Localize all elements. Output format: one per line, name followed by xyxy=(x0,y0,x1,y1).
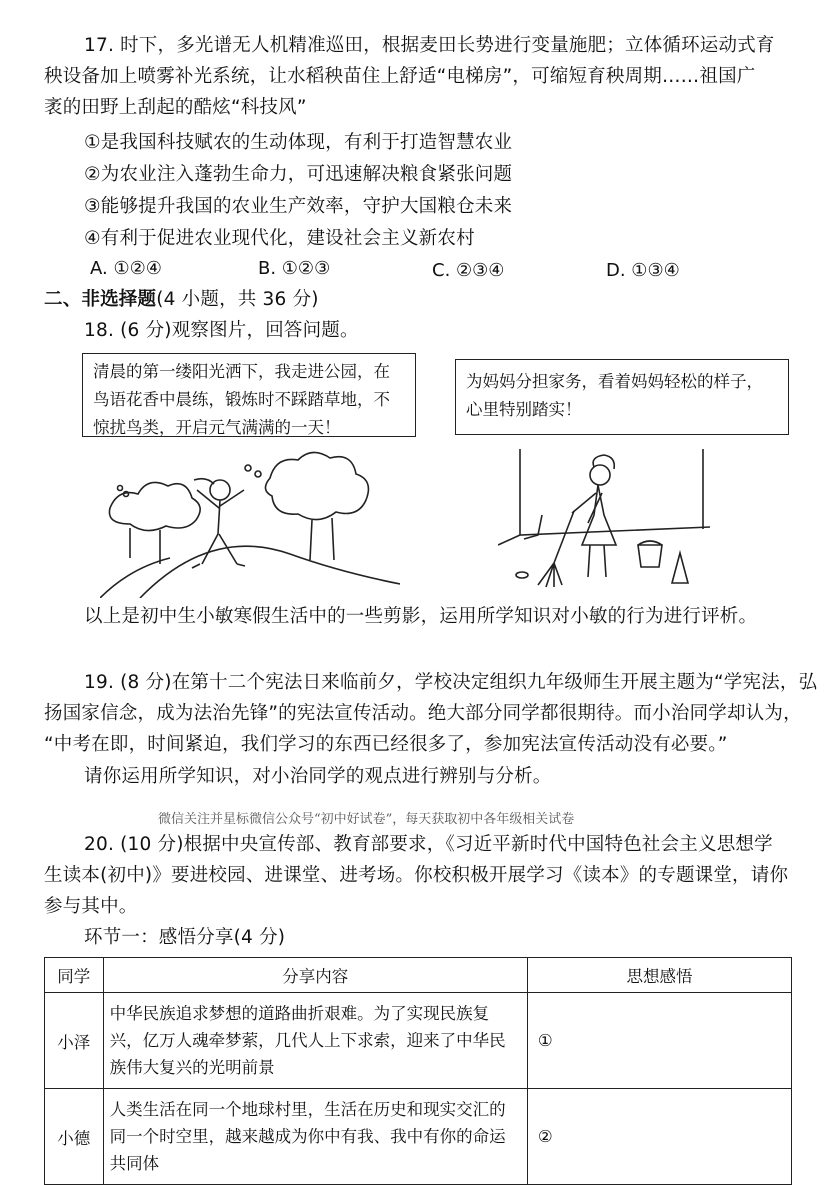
q17-line-2: 秧设备加上喷雾补光系统，让水稻秧苗住上舒适“电梯房”，可缩短育秧周期……祖国广 xyxy=(44,66,756,87)
q17-line-1: 17. 时下，多光谱无人机精准巡田，根据麦田长势进行变量施肥；立体循环运动式育 xyxy=(84,35,775,56)
row-content: 人类生活在同一个地球村里，生活在历史和现实交汇的同一个时空里，越来越成为你中有我、我中有你的命运共同体 xyxy=(103,1089,527,1185)
row-student-name: 小德 xyxy=(45,1089,104,1185)
q18-caption-box-1: 清晨的第一缕阳光洒下，我走进公园，在鸟语花香中晨练，锻炼时不踩踏草地，不惊扰鸟类，开启元气满满的一天！ xyxy=(82,353,416,437)
sharing-table xyxy=(44,957,792,1185)
q20-section-1: 环节一：感悟分享(4 分) xyxy=(84,927,286,948)
table-header-row xyxy=(45,958,792,993)
q17-option-c: C. ②③④ xyxy=(432,260,505,281)
header-thought: 思想感悟 xyxy=(527,958,791,993)
q18-stem: 18. (6 分)观察图片，回答问题。 xyxy=(84,320,359,341)
row-thought: ② xyxy=(527,1089,791,1185)
watermark-text: 微信关注并星标微信公众号“初中好试卷”，每天获取初中各年级相关试卷 xyxy=(158,812,575,827)
row-student-name: 小泽 xyxy=(45,993,104,1089)
q17-option-b: B. ①②③ xyxy=(258,258,331,279)
q20-line-2: 生读本(初中)》要进校园、进课堂、进考场。你校积极开展学习《读本》的专题课堂，请你 xyxy=(44,865,789,886)
section-note: (4 小题，共 36 分) xyxy=(156,289,319,310)
section-heading xyxy=(44,287,319,313)
row-thought: ① xyxy=(527,993,791,1089)
q18-question: 以上是初中生小敏寒假生活中的一些剪影，运用所学知识对小敏的行为进行评析。 xyxy=(84,606,758,627)
q17-line-3: 袤的田野上刮起的酷炫“科技风” xyxy=(44,97,307,118)
header-student: 同学 xyxy=(45,958,104,993)
q17-statement-1: ①是我国科技赋农的生动体现，有利于打造智慧农业 xyxy=(84,132,513,153)
q20-line-1: 20. (10 分)根据中央宣传部、教育部要求，《习近平新时代中国特色社会主义思想学 xyxy=(84,834,773,855)
morning-exercise-illustration xyxy=(100,448,400,598)
q19-line-2: 扬国家信念，成为法治先锋”的宪法宣传活动。绝大部分同学都很期待。而小治同学却认为， xyxy=(44,703,802,724)
housework-illustration xyxy=(498,445,718,595)
table-row xyxy=(45,1089,792,1185)
q17-option-d: D. ①③④ xyxy=(606,260,680,281)
q18-caption-box-2: 为妈妈分担家务，看着妈妈轻松的样子，心里特别踏实！ xyxy=(455,359,789,435)
section-title: 二、非选择题 xyxy=(44,289,157,310)
q17-statement-2: ②为农业注入蓬勃生命力，可迅速解决粮食紧张问题 xyxy=(84,164,513,185)
row-content: 中华民族追求梦想的道路曲折艰难。为了实现民族复兴，亿万人魂牵梦萦，几代人上下求索，迎来了中华民族伟大复兴的光明前景 xyxy=(103,993,527,1089)
q20-line-3: 参与其中。 xyxy=(44,896,138,917)
q17-statement-4: ④有利于促进农业现代化，建设社会主义新农村 xyxy=(84,228,475,249)
table-row xyxy=(45,993,792,1089)
q19-line-3: “中考在即，时间紧迫，我们学习的东西已经很多了，参加宪法宣传活动没有必要。” xyxy=(44,734,728,755)
q17-option-a: A. ①②④ xyxy=(90,258,162,279)
q19-line-4: 请你运用所学知识，对小治同学的观点进行辨别与分析。 xyxy=(84,766,552,787)
q17-statement-3: ③能够提升我国的农业生产效率，守护大国粮仓未来 xyxy=(84,196,513,217)
q19-line-1: 19. (8 分)在第十二个宪法日来临前夕，学校决定组织九年级师生开展主题为“学宪法，弘 xyxy=(84,672,818,693)
header-content: 分享内容 xyxy=(103,958,527,993)
